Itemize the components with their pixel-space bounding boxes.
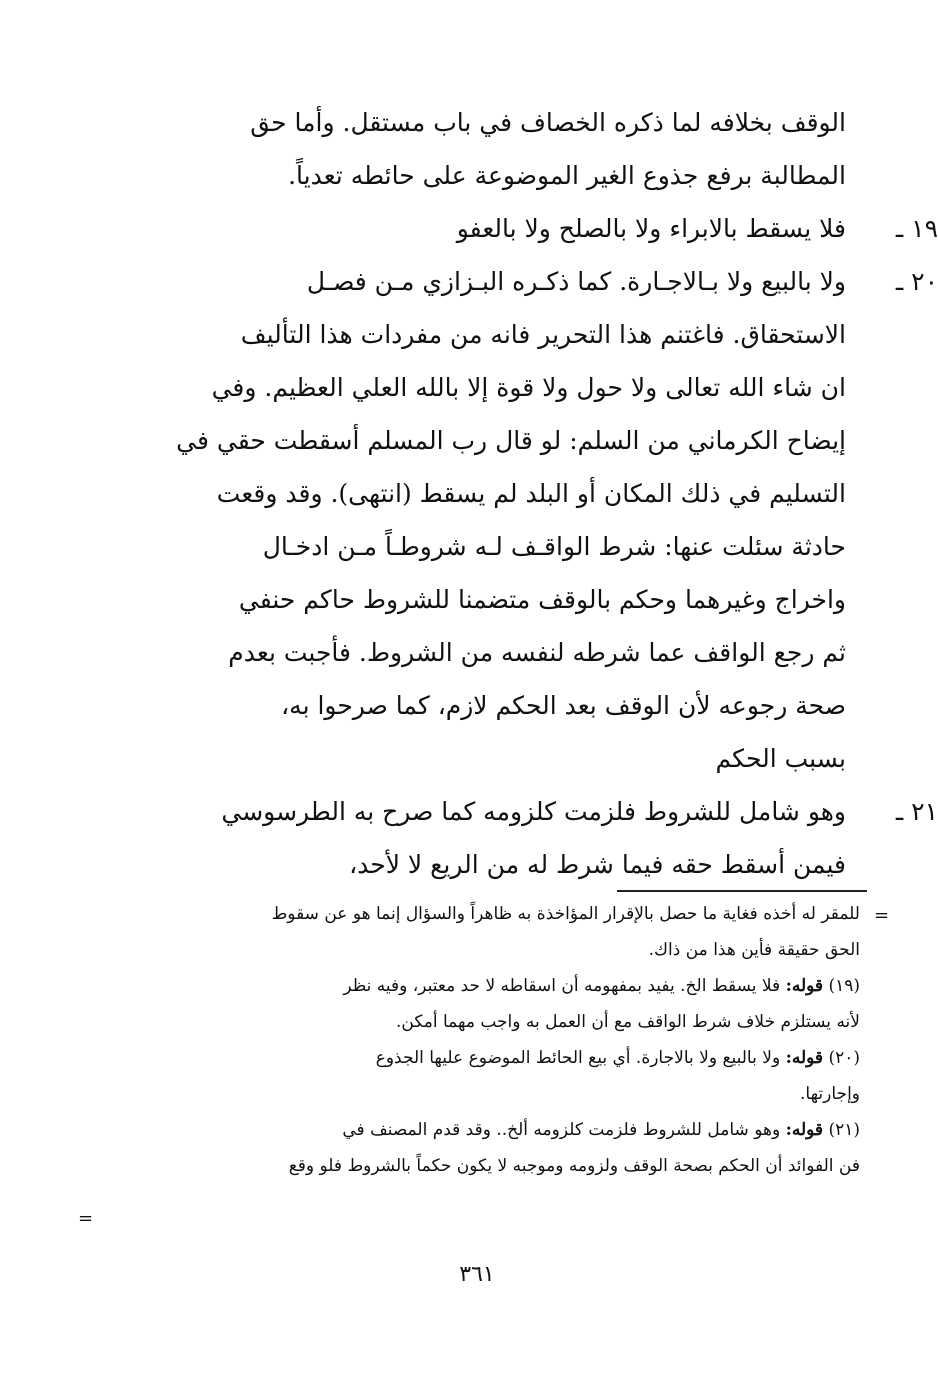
text-line: بسبب الحكم [715,744,846,773]
footnote-line: للمقر له أخذه فغاية ما حصل بالإقرار المؤاخذة به ظاهراً والسؤال إنما هو عن سقوط [271,904,860,924]
footnote-line: لأنه يستلزم خلاف شرط الواقف مع أن العمل به واجب مهما أمكن. [396,1012,860,1032]
footnote-21 [120,1112,860,1184]
text-line: حادثة سئلت عنها: شرط الواقـف لـه شروطـاً مـن ادخـال [262,532,846,561]
footnote-number: (١٩) [828,976,860,996]
footnote-number: (٢٠) [828,1048,860,1068]
text-line: وهو شامل للشروط فلزمت كلزومه كما صرح به الطرسوسي [221,797,846,826]
text-line: فيمن أسقط حقه فيما شرط له من الريع لا لأحد، [349,850,846,879]
text-line: ثم رجع الواقف عما شرطه لنفسه من الشروط. فأجبت بعدم [228,638,846,667]
footnote-line: الحق حقيقة فأين هذا من ذاك. [648,940,860,960]
footnote-first-line [120,1040,860,1076]
text-line: فلا يسقط بالابراء ولا بالصلح ولا بالعفو [456,214,846,243]
main-text [126,96,938,891]
entry-21 [126,785,938,891]
text-line: صحة رجوعه لأن الوقف بعد الحكم لازم، كما صرحوا به، [281,691,846,720]
footnote-label: قوله: [785,1048,824,1068]
page-number: ٣٦١ [459,1262,495,1287]
entry-number: ٢٠ ـ [895,267,938,296]
entry-20 [126,255,938,785]
text-line: المطالبة برفع جذوع الغير الموضوعة على حائطه تعدياً. [288,161,846,190]
footnote-text: وهو شامل للشروط فلزمت كلزومه ألخ.. وقد قدم المصنف في [342,1120,781,1140]
footnote-first-line [120,968,860,1004]
continuation-marker: = [874,905,890,926]
text-line: التسليم في ذلك المكان أو البلد لم يسقط (انتهى). وقد وقعت [216,479,846,508]
text-line: إيضاح الكرماني من السلم: لو قال رب المسلم أسقطت حقي في [176,426,846,455]
footnote-text: فلا يسقط الخ. يفيد بمفهومه أن اسقاطه لا حد معتبر، وفيه نظر [343,976,781,996]
footnote-label: قوله: [785,1120,824,1140]
footnote-label: قوله: [785,976,824,996]
footnote-line: وإجارتها. [800,1084,860,1104]
footnotes [120,896,860,1184]
footnote-divider [617,890,867,892]
text-line: واخراج وغيرهما وحكم بالوقف متضمنا للشروط حاكم حنفي [238,585,846,614]
footnote-20 [120,1040,860,1112]
footnote-continuation [120,896,860,968]
text-line: الوقف بخلافه لما ذكره الخصاف في باب مستقل. وأما حق [250,108,846,137]
footnote-19 [120,968,860,1040]
entry-19 [126,202,938,255]
footnote-text: ولا بالبيع ولا بالاجارة. أي بيع الحائط الموضوع عليها الجذوع [375,1048,781,1068]
footnote-number: (٢١) [828,1120,860,1140]
entry-number: ١٩ ـ [895,214,938,243]
text-line: ان شاء الله تعالى ولا حول ولا قوة إلا بالله العلي العظيم. وفي [211,373,846,402]
continuation-end-marker: = [78,1208,94,1229]
footnote-first-line [120,1112,860,1148]
text-line: ولا بالبيع ولا بـالاجـارة. كما ذكـره البـزازي مـن فصـل [306,267,846,296]
footnote-line: فن الفوائد أن الحكم بصحة الوقف ولزومه وموجبه لا يكون حكماً بالشروط فلو وقع [288,1156,860,1176]
text-line: الاستحقاق. فاغتنم هذا التحرير فانه من مفردات هذا التأليف [240,320,846,349]
entry-number: ٢١ ـ [895,797,938,826]
